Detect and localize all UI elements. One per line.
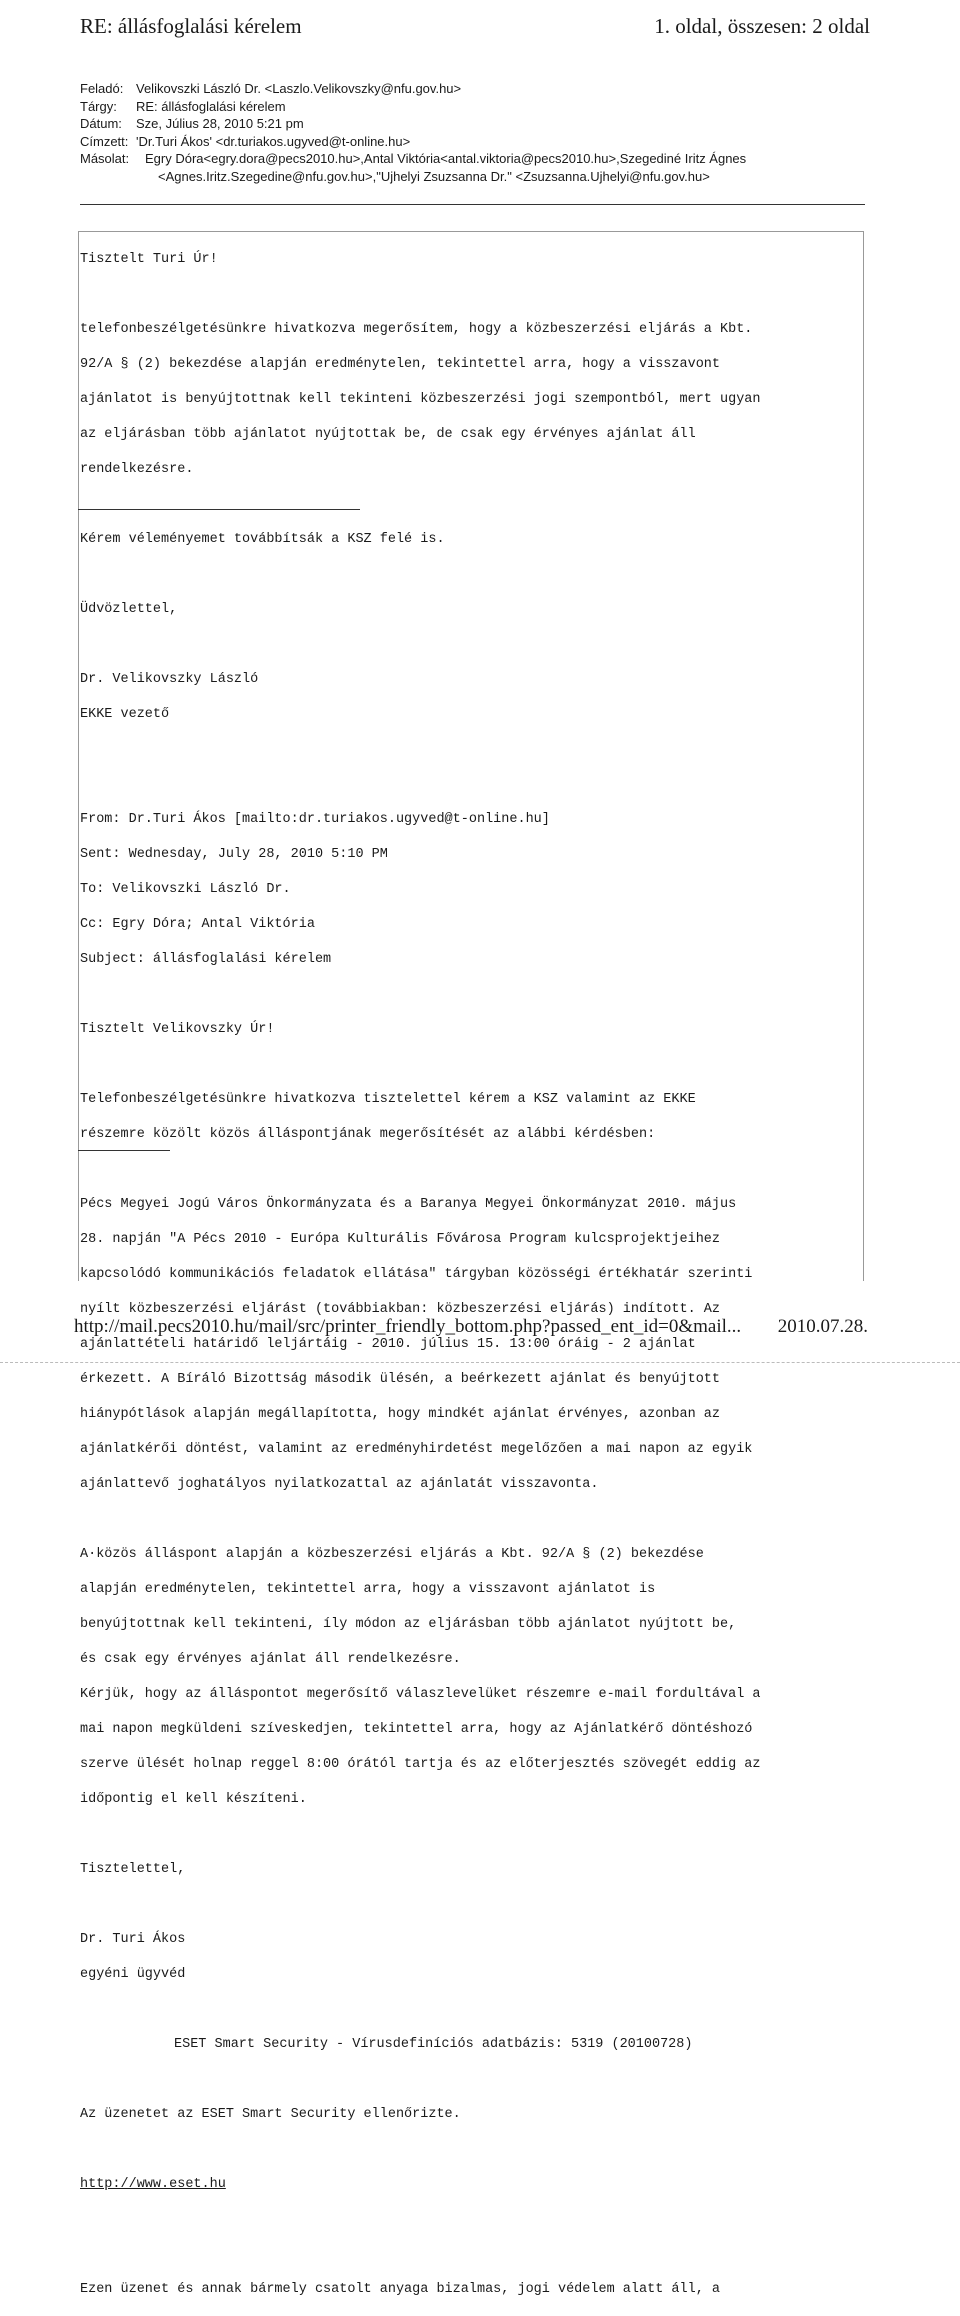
reply-request: Kérem véleményemet továbbítsák a KSZ felé is. — [80, 531, 445, 547]
original-line: ajánlatkérői döntést, valamint az eredményhirdetést megelőzően a mai napon az egyik — [80, 1441, 753, 1457]
quote-separator — [78, 509, 360, 510]
meta-cc-continued — [80, 168, 880, 186]
original-line: A·közös álláspont alapján a közbeszerzési eljárás a Kbt. 92/A § (2) bekezdése — [80, 1546, 704, 1562]
body-frame-top — [78, 231, 863, 232]
to-label: Címzett: — [80, 133, 129, 149]
reply-paragraph-line: ajánlatot is benyújtottnak kell tekinteni közbeszerzési jogi szempontból, mert ugyan — [80, 391, 761, 407]
page-header — [80, 14, 870, 46]
original-signature-name: Dr. Turi Ákos — [80, 1931, 186, 1947]
quoted-cc: Cc: Egry Dóra; Antal Viktória — [80, 916, 315, 932]
original-line: időpontig el kell készíteni. — [80, 1791, 307, 1807]
eset-checked: Az üzenetet az ESET Smart Security ellenőrizte. — [80, 2106, 461, 2122]
eset-separator — [78, 1150, 170, 1151]
email-body — [80, 233, 870, 2316]
original-line: ajánlattevő joghatályos nyilatkozattal az ajánlatát visszavonta. — [80, 1476, 599, 1492]
date-label: Dátum: — [80, 116, 122, 131]
reply-signature-title: EKKE vezető — [80, 706, 170, 722]
to-value: 'Dr.Turi Ákos' <dr.turiakos.ugyved@t-online.hu> — [136, 133, 411, 149]
original-line: hiánypótlások alapján megállapította, hogy mindkét ajánlat érvényes, azonban az — [80, 1406, 721, 1422]
original-line: 28. napján "A Pécs 2010 - Európa Kulturális Fővárosa Program kulcsprojektjeihez — [80, 1231, 721, 1247]
original-line: kapcsolódó kommunikációs feladatok ellátása" tárgyban közösségi értékhatár szerinti — [80, 1266, 753, 1282]
quoted-to: To: Velikovszki László Dr. — [80, 881, 291, 897]
page-footer — [74, 1316, 874, 1346]
subject-label: Tárgy: — [80, 98, 117, 114]
original-line: érkezett. A Bíráló Bizottság második ülésén, a beérkezett ajánlat és benyújtott — [80, 1371, 721, 1387]
quoted-from: From: Dr.Turi Ákos [mailto:dr.turiakos.ugyved@t-online.hu] — [80, 811, 550, 827]
reply-paragraph-line: telefonbeszélgetésünkre hivatkozva megerősítem, hogy a közbeszerzési eljárás a Kbt. — [80, 321, 753, 337]
reply-paragraph-line: 92/A § (2) bekezdése alapján eredménytelen, tekintettel arra, hogy a visszavont — [80, 356, 721, 372]
original-line: ajánlattételi határidő leljártáig - 2010. július 15. 13:00 óráig - 2 ajánlat — [80, 1336, 696, 1352]
meta-cc — [80, 150, 880, 168]
from-value: Velikovszki László Dr. <Laszlo.Velikovszky@nfu.gov.hu> — [136, 81, 462, 96]
original-line: mai napon megküldeni szíveskedjen, tekintettel arra, hogy az Ajánlatkérő döntéshozó — [80, 1721, 753, 1737]
document-title: RE: állásfoglalási kérelem — [80, 14, 302, 38]
quoted-sent: Sent: Wednesday, July 28, 2010 5:10 PM — [80, 846, 388, 862]
date-value: Sze, Július 28, 2010 5:21 pm — [136, 116, 304, 131]
bottom-dashed-edge — [0, 1362, 960, 1363]
original-closing: Tisztelettel, — [80, 1861, 186, 1877]
original-line: Telefonbeszélgetésünkre hivatkozva tisztelettel kérem a KSZ valamint az EKKE — [80, 1091, 696, 1107]
from-label: Feladó: — [80, 81, 124, 96]
original-signature-title: egyéni ügyvéd — [80, 1966, 186, 1982]
confidentiality-notice: Ezen üzenet és annak bármely csatolt anyaga bizalmas, jogi védelem alatt áll, a — [80, 2281, 721, 2297]
page-info: 1. oldal, összesen: 2 oldal — [654, 14, 870, 38]
reply-paragraph-line: az eljárásban több ajánlatot nyújtottak be, de csak egy érvényes ajánlat áll — [80, 426, 696, 442]
reply-paragraph-line: rendelkezésre. — [80, 461, 194, 477]
header-divider — [80, 204, 865, 205]
email-meta — [80, 80, 880, 185]
reply-closing: Üdvözlettel, — [80, 601, 178, 617]
quoted-subject: Subject: állásfoglalási kérelem — [80, 951, 332, 967]
subject-value: RE: állásfoglalási kérelem — [136, 98, 286, 114]
original-line: szerve ülését holnap reggel 8:00 órától tartja és az előterjesztés szövegét eddig az — [80, 1756, 761, 1772]
eset-link[interactable]: http://www.eset.hu — [80, 2176, 226, 2192]
body-frame-left — [78, 231, 79, 1281]
original-greeting: Tisztelt Velikovszky Úr! — [80, 1021, 275, 1037]
meta-to — [80, 133, 880, 151]
cc-value-2: <Agnes.Iritz.Szegedine@nfu.gov.hu>,"Ujhelyi Zsuzsanna Dr." <Zsuzsanna.Ujhelyi@nfu.gov.hu> — [158, 168, 710, 184]
meta-subject — [80, 98, 880, 116]
original-line: részemre közölt közös álláspontjának megerősítését az alábbi kérdésben: — [80, 1126, 656, 1142]
footer-date: 2010.07.28. — [777, 1316, 868, 1337]
original-line: Kérjük, hogy az álláspontot megerősítő válaszlevelüket részemre e-mail fordultával a — [80, 1686, 761, 1702]
eset-banner: ESET Smart Security - Vírusdefiníciós adatbázis: 5319 (20100728) — [174, 2036, 693, 2052]
meta-from — [80, 80, 880, 98]
original-line: alapján eredménytelen, tekintettel arra, hogy a visszavont ajánlatot is — [80, 1581, 656, 1597]
original-line: benyújtottnak kell tekinteni, íly módon az eljárásban több ajánlatot nyújtott be, — [80, 1616, 737, 1632]
original-line: Pécs Megyei Jogú Város Önkormányzata és a Baranya Megyei Önkormányzat 2010. május — [80, 1196, 737, 1212]
original-line: nyílt közbeszerzési eljárást (továbbiakban: közbeszerzési eljárás) indított. Az — [80, 1301, 721, 1317]
original-line: és csak egy érvényes ajánlat áll rendelkezésre. — [80, 1651, 461, 1667]
reply-signature-name: Dr. Velikovszky László — [80, 671, 259, 687]
reply-greeting: Tisztelt Turi Úr! — [80, 251, 218, 267]
cc-value-1: Egry Dóra<egry.dora@pecs2010.hu>,Antal Viktória<antal.viktoria@pecs2010.hu>,Szegediné Iritz Ágnes — [145, 151, 747, 166]
cc-label: Másolat: — [80, 151, 130, 166]
footer-url: http://mail.pecs2010.hu/mail/src/printer_friendly_bottom.php?passed_ent_id=0&mail... — [74, 1316, 742, 1337]
meta-date — [80, 115, 880, 133]
